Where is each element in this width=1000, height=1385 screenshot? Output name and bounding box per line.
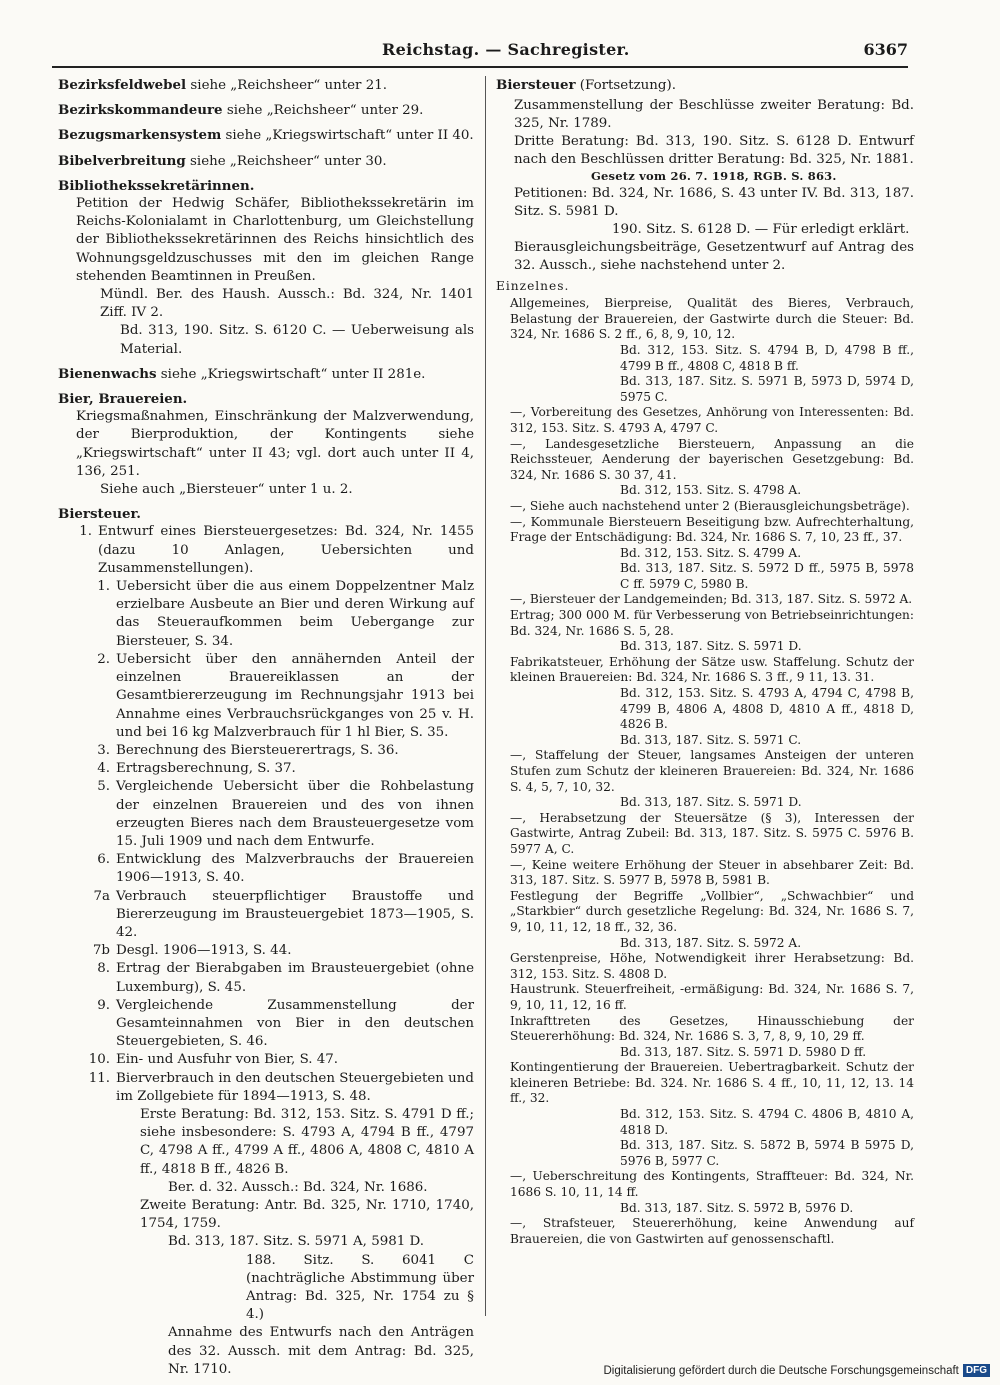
subsection-label: Einzelnes. bbox=[496, 278, 570, 293]
entry-paragraph: Dritte Beratung: Bd. 313, 190. Sitz. S. 6128 D. Entwurf nach den Beschlüssen dritter Beratung: Bd. 325, Nr. 1881. bbox=[514, 134, 914, 167]
index-entry bbox=[58, 177, 474, 359]
dfg-logo: DFG bbox=[963, 1364, 990, 1377]
entry-head: Biersteuer. bbox=[58, 506, 141, 523]
item-number: 7a bbox=[93, 888, 110, 904]
item-number: 7b bbox=[92, 943, 110, 959]
reading-paragraph: Ber. d. 32. Aussch.: Bd. 324, Nr. 1686. bbox=[168, 1179, 428, 1195]
detail-reference: Bd. 313, 187. Sitz. S. 5972 D ff., 5975 B, 5978 C ff. 5979 C, 5980 B. bbox=[620, 561, 914, 591]
item-number: 3. bbox=[97, 742, 110, 758]
numbered-subitem bbox=[58, 960, 474, 996]
item-text: Ertragsberechnung, S. 37. bbox=[116, 761, 296, 777]
numbered-subitem bbox=[58, 851, 474, 887]
index-entry bbox=[58, 126, 474, 145]
numbered-subitem bbox=[58, 942, 474, 960]
footer-credit bbox=[603, 1364, 990, 1377]
detail-reference: Bd. 312, 153. Sitz. S. 4799 A. bbox=[620, 545, 802, 560]
numbered-subitem bbox=[58, 760, 474, 778]
detail-entry: Gerstenpreise, Höhe, Notwendigkeit ihrer Herabsetzung: Bd. 312, 153. Sitz. S. 4808 D. bbox=[510, 951, 914, 981]
detail-entry: Kontingentierung der Brauereien. Uebertragbarkeit. Schutz der kleineren Betriebe: Bd. 324. Nr. 1686 S. 4 ff., 10, 11, 12, 13. 14 ff., 32. bbox=[510, 1060, 914, 1106]
detail-entry: —, Siehe auch nachstehend unter 2 (Bierausgleichungsbeträge). bbox=[510, 498, 910, 513]
numbered-subitem bbox=[58, 651, 474, 742]
entry-paragraph: 190. Sitz. S. 6128 D. — Für erledigt erklärt. bbox=[612, 221, 910, 237]
numbered-subitem bbox=[58, 742, 474, 760]
item-text: Ertrag der Bierabgaben im Brausteuergebiet (ohne Luxemburg), S. 45. bbox=[116, 961, 474, 995]
entry-paragraph: Mündl. Ber. des Haush. Aussch.: Bd. 324, Nr. 1401 Ziff. IV 2. bbox=[100, 287, 474, 321]
detail-list bbox=[496, 296, 914, 1247]
item-text: Uebersicht über den annähernden Anteil der einzelnen Brauereiklassen an der Gesamtbiererzeugung im Rechnungsjahr 1913 bei Annahme eines Verbrauchsrückganges von 25 v. H. und bei 16 kg Malzverbrauch für 1 hl Bier, S. 35. bbox=[116, 651, 474, 740]
item-number: 6. bbox=[97, 852, 110, 868]
detail-entry: Allgemeines, Bierpreise, Qualität des Bieres, Verbrauch, Belastung der Brauereien, der Gastwirte durch die Steuer: Bd. 324, Nr. 1686 S. 2 ff., 6, 8, 9, 10, 12. bbox=[510, 296, 914, 342]
numbered-subitem bbox=[58, 888, 474, 943]
index-entry bbox=[58, 505, 474, 1379]
sub-list bbox=[58, 578, 474, 1106]
item-text: Ein- und Ausfuhr von Bier, S. 47. bbox=[116, 1052, 339, 1068]
item-text: Vergleichende Uebersicht über die Rohbelastung der einzelnen Brauereien und des von ihnen erzeugten Bieres nach dem Brausteuergesetze vom 15. Juli 1909 und nach dem Entwurfe. bbox=[116, 779, 474, 849]
entry-head: Bienenwachs bbox=[58, 365, 157, 382]
index-entry bbox=[58, 101, 474, 120]
reading-paragraph: 188. Sitz. S. 6041 C (nachträgliche Abstimmung über Antrag: Bd. 325, Nr. 1754 zu § 4.) bbox=[246, 1252, 474, 1323]
numbered-subitem bbox=[58, 578, 474, 651]
item-number: 10. bbox=[88, 1052, 110, 1068]
entry-paragraph: Petitionen: Bd. 324, Nr. 1686, S. 43 unter IV. Bd. 313, 187. Sitz. S. 5981 D. bbox=[514, 185, 914, 219]
entry-head: Bezugsmarkensystem bbox=[58, 127, 222, 144]
item-text: Entwicklung des Malzverbrauchs der Brauereien 1906—1913, S. 40. bbox=[116, 852, 474, 886]
right-column bbox=[496, 76, 914, 1247]
detail-reference: Bd. 313, 187. Sitz. S. 5971 C. bbox=[620, 732, 802, 747]
entry-head: Bezirksfeldwebel bbox=[58, 77, 187, 93]
entry-text: siehe „Reichsheer“ unter 21. bbox=[186, 78, 388, 93]
item-number: 9. bbox=[97, 997, 110, 1013]
item-text: Desgl. 1906—1913, S. 44. bbox=[116, 943, 292, 959]
numbered-subitem bbox=[58, 1051, 474, 1069]
detail-entry: —, Herabsetzung der Steuersätze (§ 3), Interessen der Gastwirte, Antrag Zubeil: Bd. 313, 187. Sitz. S. 5975 C. 5976 B. 5977 A, C. bbox=[510, 810, 914, 856]
reading-paragraph: Bd. 313, 187. Sitz. S. 5971 A, 5981 D. bbox=[168, 1234, 425, 1250]
page-header bbox=[52, 36, 908, 68]
numbered-subitem bbox=[58, 997, 474, 1052]
law-reference: Gesetz vom 26. 7. 1918, RGB. S. 863. bbox=[591, 169, 837, 183]
entry-head: Bier, Brauereien. bbox=[58, 391, 188, 408]
entry-head: Bibliothekssekretärinnen. bbox=[58, 177, 255, 194]
item-number: 1. bbox=[79, 524, 92, 540]
entry-paragraph: Siehe auch „Biersteuer“ unter 1 u. 2. bbox=[100, 482, 353, 498]
reading-paragraph: Zweite Beratung: Antr. Bd. 325, Nr. 1710, 1740, 1754, 1759. bbox=[140, 1197, 474, 1232]
entry-head: Bezirkskommandeure bbox=[58, 102, 223, 119]
entry-text: siehe „Kriegswirtschaft“ unter II 281e. bbox=[156, 366, 426, 382]
item-number: 4. bbox=[97, 761, 110, 777]
detail-reference: Bd. 313, 187. Sitz. S. 5971 D. bbox=[620, 639, 802, 654]
left-column bbox=[58, 76, 474, 1385]
item-text: Vergleichende Zusammenstellung der Gesamteinnahmen von Bier in den deutschen Steuergebieten, S. 46. bbox=[116, 997, 474, 1050]
entry-paragraph: Bierausgleichungsbeiträge, Gesetzentwurf auf Antrag des 32. Aussch., siehe nachstehend unter 2. bbox=[514, 239, 914, 273]
entry-paragraph: Petition der Hedwig Schäfer, Bibliothekssekretärin im Reichs-Kolonialamt in Charlottenburg, um Gleichstellung der Bibliothekssekretärinnen des Reichs hinsichtlich des Wohnungsgeldzuschusses mit den im gleichen Range stehenden Beamtinnen in Preußen. bbox=[76, 196, 474, 284]
reading-paragraph: Annahme des Entwurfs nach den Anträgen des 32. Aussch. mit dem Antrag: Bd. 325, Nr. 1710. bbox=[168, 1325, 474, 1377]
footer-text: Digitalisierung gefördert durch die Deutsche Forschungsgemeinschaft bbox=[603, 1364, 959, 1377]
reading-paragraph: Erste Beratung: Bd. 312, 153. Sitz. S. 4791 D ff.; siehe insbesondere: S. 4793 A, 4794 B ff., 4797 C, 4798 A ff., 4799 A ff., 4806 A, 4808 C, 4810 A ff., 4818 B ff., 4826 B. bbox=[140, 1106, 474, 1177]
index-entry bbox=[58, 390, 474, 499]
detail-reference: Bd. 313, 187. Sitz. S. 5872 B, 5974 B 5975 D, 5976 B, 5977 C. bbox=[620, 1138, 914, 1168]
detail-entry: —, Keine weitere Erhöhung der Steuer in absehbarer Zeit: Bd. 313, 187. Sitz. S. 5977 B, 5978 B, 5981 B. bbox=[510, 857, 914, 888]
column-divider bbox=[485, 76, 486, 1316]
detail-entry: —, Staffelung der Steuer, langsames Ansteigen der unteren Stufen zum Schutz der kleineren Brauereien: Bd. 324, Nr. 1686 S. 4, 5, 7, 10, 32. bbox=[510, 748, 914, 794]
detail-entry: —, Strafsteuer, Steuererhöhung, keine Anwendung auf Brauereien, die von Gastwirten auf genossenschaftl. bbox=[510, 1216, 914, 1246]
detail-entry: Fabrikatsteuer, Erhöhung der Sätze usw. Staffelung. Schutz der kleinen Brauereien: Bd. 324, Nr. 1686 S. 3 ff., 9 11, 13. 31. bbox=[510, 654, 914, 685]
item-text: Entwurf eines Biersteuergesetzes: Bd. 324, Nr. 1455 (dazu 10 Anlagen, Uebersichten und Zusammenstellungen). bbox=[98, 524, 474, 576]
entry-paragraph: Zusammenstellung der Beschlüsse zweiter Beratung: Bd. 325, Nr. 1789. bbox=[514, 98, 914, 131]
detail-entry: Inkrafttreten des Gesetzes, Hinausschiebung der Steuererhöhung: Bd. 324, Nr. 1686 S. 3, 7, 8, 9, 10, 29 ff. bbox=[510, 1013, 914, 1044]
index-entry bbox=[58, 76, 474, 95]
item-number: 1. bbox=[97, 579, 110, 595]
detail-reference: Bd. 313, 187. Sitz. S. 5972 A. bbox=[620, 935, 802, 950]
item-number: 2. bbox=[97, 651, 110, 667]
detail-entry: —, Landesgesetzliche Biersteuern, Anpassung an die Reichssteuer, Aenderung der bayerischen Gesetzgebung: Bd. 324, Nr. 1686 S. 30 37, 41. bbox=[510, 436, 914, 482]
entry-text: siehe „Reichsheer“ unter 29. bbox=[222, 103, 424, 119]
detail-entry: —, Kommunale Biersteuern Beseitigung bzw. Aufrechterhaltung, Frage der Entschädigung: Bd. 324, Nr. 1686 S. 7, 10, 23 ff., 37. bbox=[510, 514, 914, 545]
item-text: Bierverbrauch in den deutschen Steuergebieten und im Zollgebiete für 1894—1913, S. 48. bbox=[116, 1070, 474, 1104]
item-text: Verbrauch steuerpflichtiger Braustoffe und Biererzeugung im Brausteuergebiet 1873—1905, S. 42. bbox=[116, 888, 474, 940]
item-number: 11. bbox=[88, 1070, 110, 1086]
detail-reference: Bd. 313, 187. Sitz. S. 5971 B, 5973 D, 5974 D, 5975 C. bbox=[620, 374, 914, 404]
detail-reference: Bd. 312, 153. Sitz. S. 4793 A, 4794 C, 4798 B, 4799 B, 4806 A, 4808 D, 4810 A ff., 4818 D, 4826 B. bbox=[620, 686, 914, 732]
entry-text: siehe „Kriegswirtschaft“ unter II 40. bbox=[221, 128, 474, 144]
entry-head-suffix: (Fortsetzung). bbox=[575, 78, 676, 93]
detail-entry: —, Vorbereitung des Gesetzes, Anhörung von Interessenten: Bd. 312, 153. Sitz. S. 4793 A, 4797 C. bbox=[510, 405, 914, 435]
entry-head-continued bbox=[496, 76, 914, 95]
detail-reference: Bd. 313, 187. Sitz. S. 5971 D. bbox=[620, 795, 802, 810]
item-number: 5. bbox=[97, 779, 110, 795]
entry-head: Bibelverbreitung bbox=[58, 152, 186, 169]
item-text: Berechnung des Biersteuerertrags, S. 36. bbox=[116, 742, 399, 758]
numbered-subitem bbox=[58, 778, 474, 851]
entry-paragraph: Kriegsmaßnahmen, Einschränkung der Malzverwendung, der Bierproduktion, der Kontingents siehe „Kriegswirtschaft“ unter II 43; vgl. dort auch unter II 4, 136, 251. bbox=[76, 409, 474, 479]
entry-head: Biersteuer bbox=[496, 77, 576, 93]
detail-reference: Bd. 313, 187. Sitz. S. 5971 D. 5980 D ff. bbox=[620, 1044, 867, 1059]
item-number: 8. bbox=[97, 961, 110, 977]
entry-paragraph: Bd. 313, 190. Sitz. S. 6120 C. — Ueberweisung als Material. bbox=[120, 323, 474, 357]
detail-entry: —, Biersteuer der Landgemeinden; Bd. 313, 187. Sitz. S. 5972 A. bbox=[510, 592, 913, 607]
detail-entry: Haustrunk. Steuerfreiheit, -ermäßigung: Bd. 324, Nr. 1686 S. 7, 9, 10, 11, 12, 16 ff. bbox=[510, 982, 914, 1012]
detail-reference: Bd. 313, 187. Sitz. S. 5972 B, 5976 D. bbox=[620, 1200, 854, 1215]
detail-reference: Bd. 312, 153. Sitz. S. 4794 B, D, 4798 B ff., 4799 B ff., 4808 C, 4818 B ff. bbox=[620, 342, 914, 373]
index-entry bbox=[58, 152, 474, 171]
running-head: Reichstag. — Sachregister. bbox=[382, 40, 630, 59]
numbered-subitem bbox=[58, 1070, 474, 1106]
numbered-item bbox=[58, 523, 474, 578]
entry-text: siehe „Reichsheer“ unter 30. bbox=[185, 153, 387, 169]
detail-entry: —, Ueberschreitung des Kontingents, Straffteuer: Bd. 324, Nr. 1686 S. 10, 11, 14 ff. bbox=[510, 1169, 914, 1200]
detail-entry: Ertrag; 300 000 M. für Verbesserung von Betriebseinrichtungen: Bd. 324, Nr. 1686 S. 5, 28. bbox=[510, 608, 914, 638]
detail-reference: Bd. 312, 153. Sitz. S. 4798 A. bbox=[620, 483, 802, 498]
index-entry bbox=[58, 365, 474, 384]
page-number: 6367 bbox=[863, 40, 908, 59]
detail-entry: Festlegung der Begriffe „Vollbier“, „Schwachbier“ und „Starkbier“ durch gesetzliche Regelung: Bd. 324, Nr. 1686 S. 7, 9, 10, 11, 12, 18 ff., 32, 36. bbox=[510, 888, 914, 934]
item-text: Uebersicht über die aus einem Doppelzentner Malz erzielbare Ausbeute an Bier und deren Wirkung auf das Steueraufkommen beim Uebergange zur Biersteuer, S. 34. bbox=[116, 579, 474, 649]
detail-reference: Bd. 312, 153. Sitz. S. 4794 C. 4806 B, 4810 A, 4818 D. bbox=[620, 1107, 914, 1137]
